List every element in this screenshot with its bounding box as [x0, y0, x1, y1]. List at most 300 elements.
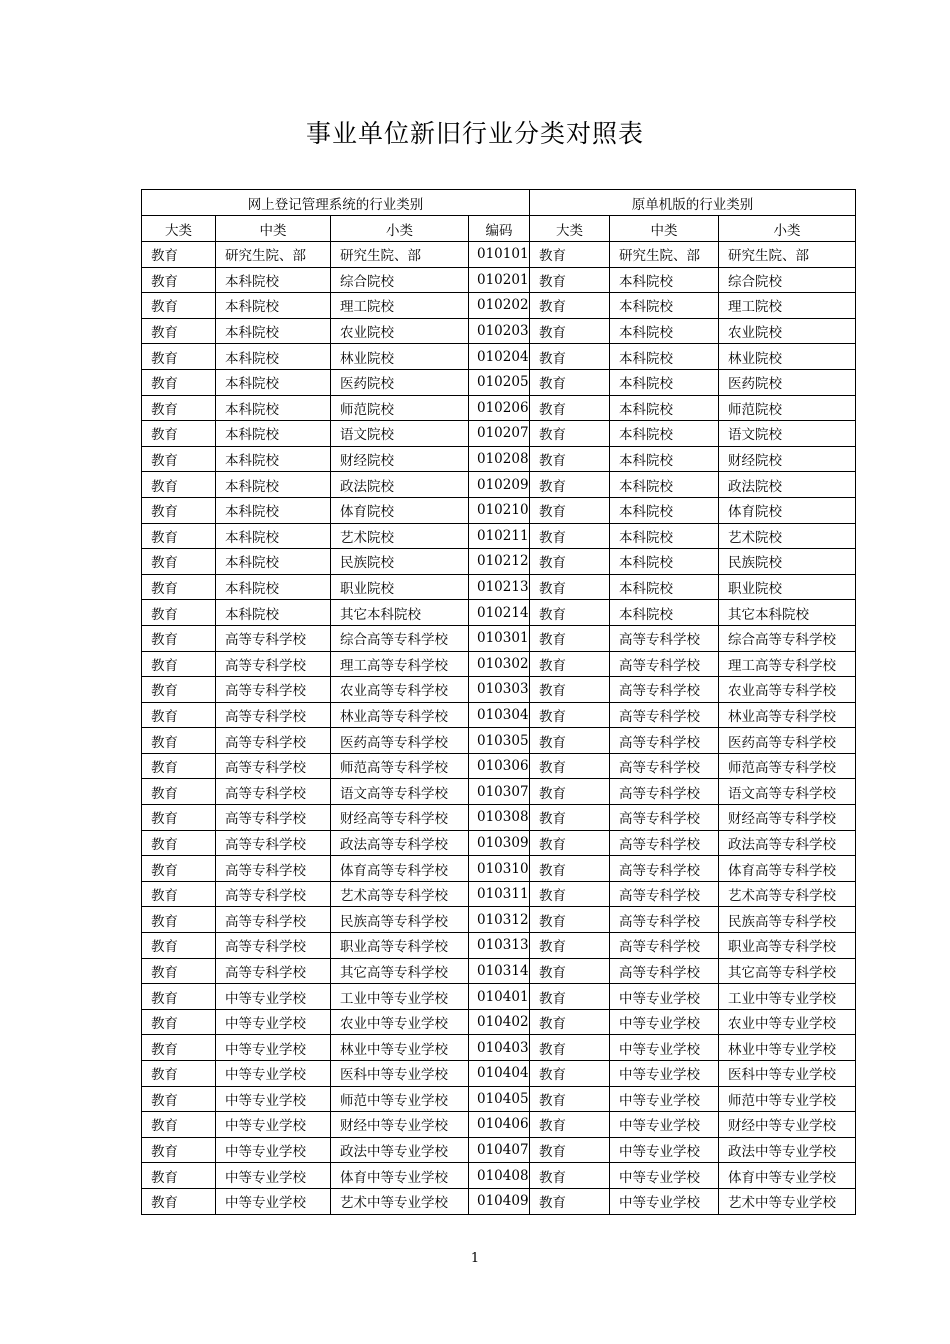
cell-middle-category: 高等专科学校 [216, 677, 331, 703]
cell-old-major-category: 教育 [530, 984, 610, 1010]
cell-old-major-category: 教育 [530, 1035, 610, 1061]
cell-old-major-category: 教育 [530, 1061, 610, 1087]
cell-old-sub-category: 语文院校 [719, 421, 856, 447]
cell-old-major-category: 教育 [530, 1137, 610, 1163]
cell-old-sub-category: 其它本科院校 [719, 600, 856, 626]
table-row [142, 318, 856, 344]
table-row [142, 1035, 856, 1061]
cell-code: 010308 [469, 805, 530, 831]
cell-middle-category: 高等专科学校 [216, 779, 331, 805]
cell-old-middle-category: 高等专科学校 [610, 625, 719, 651]
cell-code: 010212 [469, 549, 530, 575]
cell-sub-category: 林业中等专业学校 [331, 1035, 469, 1061]
cell-sub-category: 综合院校 [331, 267, 469, 293]
cell-sub-category: 体育院校 [331, 497, 469, 523]
cell-sub-category: 财经中等专业学校 [331, 1112, 469, 1138]
cell-old-middle-category: 本科院校 [610, 600, 719, 626]
cell-middle-category: 高等专科学校 [216, 728, 331, 754]
table-row [142, 395, 856, 421]
cell-major-category: 教育 [142, 1188, 216, 1214]
cell-old-middle-category: 高等专科学校 [610, 779, 719, 805]
cell-sub-category: 职业高等专科学校 [331, 933, 469, 959]
cell-code: 010403 [469, 1035, 530, 1061]
cell-major-category: 教育 [142, 293, 216, 319]
page-title: 事业单位新旧行业分类对照表 [305, 119, 644, 148]
cell-old-major-category: 教育 [530, 421, 610, 447]
cell-major-category: 教育 [142, 958, 216, 984]
cell-sub-category: 师范中等专业学校 [331, 1086, 469, 1112]
cell-old-sub-category: 政法中等专业学校 [719, 1137, 856, 1163]
cell-middle-category: 中等专业学校 [216, 1163, 331, 1189]
cell-old-middle-category: 中等专业学校 [610, 1188, 719, 1214]
cell-major-category: 教育 [142, 1086, 216, 1112]
cell-old-middle-category: 本科院校 [610, 472, 719, 498]
cell-sub-category: 政法中等专业学校 [331, 1137, 469, 1163]
cell-code: 010206 [469, 395, 530, 421]
cell-old-middle-category: 高等专科学校 [610, 728, 719, 754]
table-row [142, 1137, 856, 1163]
column-header: 大类 [530, 216, 610, 242]
cell-sub-category: 师范院校 [331, 395, 469, 421]
cell-old-middle-category: 本科院校 [610, 574, 719, 600]
cell-major-category: 教育 [142, 830, 216, 856]
cell-old-middle-category: 本科院校 [610, 421, 719, 447]
cell-old-sub-category: 民族高等专科学校 [719, 907, 856, 933]
cell-old-sub-category: 政法院校 [719, 472, 856, 498]
cell-old-middle-category: 中等专业学校 [610, 1137, 719, 1163]
cell-middle-category: 高等专科学校 [216, 830, 331, 856]
cell-code: 010409 [469, 1188, 530, 1214]
cell-middle-category: 中等专业学校 [216, 1009, 331, 1035]
column-header: 小类 [719, 216, 856, 242]
table-row [142, 933, 856, 959]
cell-sub-category: 体育中等专业学校 [331, 1163, 469, 1189]
cell-major-category: 教育 [142, 651, 216, 677]
table-row [142, 984, 856, 1010]
cell-old-major-category: 教育 [530, 1009, 610, 1035]
cell-old-middle-category: 本科院校 [610, 395, 719, 421]
cell-old-major-category: 教育 [530, 267, 610, 293]
cell-code: 010310 [469, 856, 530, 882]
table-row [142, 728, 856, 754]
cell-major-category: 教育 [142, 1163, 216, 1189]
column-header-row [142, 216, 856, 242]
cell-old-sub-category: 财经高等专科学校 [719, 805, 856, 831]
cell-middle-category: 高等专科学校 [216, 702, 331, 728]
cell-old-middle-category: 高等专科学校 [610, 677, 719, 703]
cell-major-category: 教育 [142, 625, 216, 651]
cell-old-sub-category: 理工院校 [719, 293, 856, 319]
cell-old-middle-category: 中等专业学校 [610, 1112, 719, 1138]
table-row [142, 1163, 856, 1189]
cell-code: 010313 [469, 933, 530, 959]
cell-code: 010303 [469, 677, 530, 703]
column-header: 编码 [469, 216, 530, 242]
cell-middle-category: 高等专科学校 [216, 881, 331, 907]
cell-middle-category: 高等专科学校 [216, 651, 331, 677]
cell-old-sub-category: 农业高等专科学校 [719, 677, 856, 703]
cell-code: 010408 [469, 1163, 530, 1189]
cell-old-sub-category: 综合高等专科学校 [719, 625, 856, 651]
cell-old-middle-category: 高等专科学校 [610, 856, 719, 882]
cell-code: 010207 [469, 421, 530, 447]
cell-middle-category: 本科院校 [216, 574, 331, 600]
cell-old-middle-category: 本科院校 [610, 293, 719, 319]
cell-old-sub-category: 体育院校 [719, 497, 856, 523]
cell-major-category: 教育 [142, 805, 216, 831]
table-row [142, 958, 856, 984]
cell-major-category: 教育 [142, 1137, 216, 1163]
cell-old-major-category: 教育 [530, 318, 610, 344]
cell-old-major-category: 教育 [530, 779, 610, 805]
table-row [142, 549, 856, 575]
cell-old-sub-category: 林业中等专业学校 [719, 1035, 856, 1061]
cell-old-major-category: 教育 [530, 523, 610, 549]
cell-major-category: 教育 [142, 523, 216, 549]
cell-sub-category: 其它本科院校 [331, 600, 469, 626]
table-row [142, 856, 856, 882]
cell-old-middle-category: 本科院校 [610, 369, 719, 395]
cell-major-category: 教育 [142, 497, 216, 523]
cell-code: 010306 [469, 753, 530, 779]
cell-sub-category: 财经院校 [331, 446, 469, 472]
cell-old-major-category: 教育 [530, 856, 610, 882]
cell-sub-category: 医药高等专科学校 [331, 728, 469, 754]
cell-old-sub-category: 财经中等专业学校 [719, 1112, 856, 1138]
table-row [142, 1112, 856, 1138]
cell-sub-category: 理工高等专科学校 [331, 651, 469, 677]
cell-major-category: 教育 [142, 242, 216, 268]
cell-code: 010302 [469, 651, 530, 677]
cell-old-sub-category: 农业院校 [719, 318, 856, 344]
table-row [142, 293, 856, 319]
cell-old-sub-category: 医药院校 [719, 369, 856, 395]
cell-old-middle-category: 高等专科学校 [610, 805, 719, 831]
cell-middle-category: 本科院校 [216, 395, 331, 421]
cell-sub-category: 农业高等专科学校 [331, 677, 469, 703]
cell-major-category: 教育 [142, 395, 216, 421]
cell-old-middle-category: 本科院校 [610, 267, 719, 293]
cell-old-major-category: 教育 [530, 600, 610, 626]
cell-old-major-category: 教育 [530, 574, 610, 600]
page-number: 1 [470, 1251, 480, 1266]
cell-middle-category: 研究生院、部 [216, 242, 331, 268]
cell-sub-category: 工业中等专业学校 [331, 984, 469, 1010]
cell-code: 010208 [469, 446, 530, 472]
cell-code: 010402 [469, 1009, 530, 1035]
cell-sub-category: 语文院校 [331, 421, 469, 447]
cell-code: 010214 [469, 600, 530, 626]
cell-middle-category: 高等专科学校 [216, 856, 331, 882]
table-row [142, 369, 856, 395]
cell-old-major-category: 教育 [530, 702, 610, 728]
cell-middle-category: 本科院校 [216, 369, 331, 395]
cell-major-category: 教育 [142, 881, 216, 907]
cell-old-major-category: 教育 [530, 1086, 610, 1112]
cell-code: 010405 [469, 1086, 530, 1112]
cell-old-middle-category: 中等专业学校 [610, 1009, 719, 1035]
group-header-row [142, 190, 856, 216]
cell-major-category: 教育 [142, 472, 216, 498]
cell-major-category: 教育 [142, 753, 216, 779]
cell-old-major-category: 教育 [530, 1112, 610, 1138]
cell-old-middle-category: 本科院校 [610, 446, 719, 472]
cell-old-middle-category: 本科院校 [610, 497, 719, 523]
cell-middle-category: 中等专业学校 [216, 1086, 331, 1112]
table-row [142, 677, 856, 703]
cell-middle-category: 高等专科学校 [216, 933, 331, 959]
cell-old-sub-category: 师范高等专科学校 [719, 753, 856, 779]
cell-old-sub-category: 林业院校 [719, 344, 856, 370]
cell-major-category: 教育 [142, 369, 216, 395]
cell-middle-category: 高等专科学校 [216, 805, 331, 831]
cell-old-middle-category: 中等专业学校 [610, 984, 719, 1010]
cell-old-sub-category: 财经院校 [719, 446, 856, 472]
cell-old-middle-category: 本科院校 [610, 318, 719, 344]
cell-sub-category: 艺术中等专业学校 [331, 1188, 469, 1214]
cell-middle-category: 中等专业学校 [216, 984, 331, 1010]
cell-major-category: 教育 [142, 1035, 216, 1061]
cell-middle-category: 中等专业学校 [216, 1112, 331, 1138]
cell-old-sub-category: 其它高等专科学校 [719, 958, 856, 984]
cell-old-major-category: 教育 [530, 830, 610, 856]
cell-major-category: 教育 [142, 446, 216, 472]
cell-major-category: 教育 [142, 984, 216, 1010]
cell-middle-category: 中等专业学校 [216, 1061, 331, 1087]
cell-major-category: 教育 [142, 856, 216, 882]
table-row [142, 242, 856, 268]
cell-old-major-category: 教育 [530, 242, 610, 268]
cell-old-major-category: 教育 [530, 625, 610, 651]
cell-old-sub-category: 民族院校 [719, 549, 856, 575]
cell-major-category: 教育 [142, 933, 216, 959]
cell-code: 010311 [469, 881, 530, 907]
cell-old-major-category: 教育 [530, 677, 610, 703]
cell-old-sub-category: 医科中等专业学校 [719, 1061, 856, 1087]
cell-old-sub-category: 综合院校 [719, 267, 856, 293]
cell-middle-category: 中等专业学校 [216, 1188, 331, 1214]
cell-code: 010210 [469, 497, 530, 523]
cell-old-major-category: 教育 [530, 881, 610, 907]
cell-code: 010305 [469, 728, 530, 754]
cell-old-major-category: 教育 [530, 497, 610, 523]
cell-major-category: 教育 [142, 600, 216, 626]
table-row [142, 702, 856, 728]
cell-old-major-category: 教育 [530, 958, 610, 984]
cell-old-middle-category: 中等专业学校 [610, 1086, 719, 1112]
group-header-online: 网上登记管理系统的行业类别 [142, 190, 530, 216]
cell-middle-category: 本科院校 [216, 267, 331, 293]
cell-old-major-category: 教育 [530, 472, 610, 498]
cell-major-category: 教育 [142, 344, 216, 370]
table-row [142, 344, 856, 370]
cell-old-sub-category: 师范院校 [719, 395, 856, 421]
cell-code: 010211 [469, 523, 530, 549]
cell-middle-category: 高等专科学校 [216, 753, 331, 779]
cell-old-sub-category: 工业中等专业学校 [719, 984, 856, 1010]
cell-old-middle-category: 本科院校 [610, 523, 719, 549]
table-row [142, 1188, 856, 1214]
cell-sub-category: 林业院校 [331, 344, 469, 370]
cell-major-category: 教育 [142, 779, 216, 805]
cell-sub-category: 农业中等专业学校 [331, 1009, 469, 1035]
cell-old-major-category: 教育 [530, 1163, 610, 1189]
cell-old-major-category: 教育 [530, 395, 610, 421]
cell-middle-category: 本科院校 [216, 523, 331, 549]
cell-major-category: 教育 [142, 1061, 216, 1087]
table-row [142, 523, 856, 549]
table-row [142, 472, 856, 498]
cell-old-middle-category: 高等专科学校 [610, 702, 719, 728]
table-row [142, 497, 856, 523]
cell-major-category: 教育 [142, 549, 216, 575]
table-row [142, 805, 856, 831]
table-row [142, 574, 856, 600]
cell-major-category: 教育 [142, 1009, 216, 1035]
cell-sub-category: 民族院校 [331, 549, 469, 575]
cell-old-sub-category: 艺术中等专业学校 [719, 1188, 856, 1214]
cell-old-sub-category: 语文高等专科学校 [719, 779, 856, 805]
table-row [142, 753, 856, 779]
cell-code: 010309 [469, 830, 530, 856]
cell-code: 010101 [469, 242, 530, 268]
cell-sub-category: 师范高等专科学校 [331, 753, 469, 779]
cell-sub-category: 农业院校 [331, 318, 469, 344]
cell-old-sub-category: 艺术高等专科学校 [719, 881, 856, 907]
cell-old-major-category: 教育 [530, 369, 610, 395]
cell-code: 010204 [469, 344, 530, 370]
cell-code: 010301 [469, 625, 530, 651]
cell-sub-category: 政法院校 [331, 472, 469, 498]
cell-old-sub-category: 医药高等专科学校 [719, 728, 856, 754]
cell-old-major-category: 教育 [530, 907, 610, 933]
cell-old-middle-category: 高等专科学校 [610, 830, 719, 856]
cell-old-sub-category: 师范中等专业学校 [719, 1086, 856, 1112]
table-row [142, 600, 856, 626]
cell-sub-category: 体育高等专科学校 [331, 856, 469, 882]
cell-old-major-category: 教育 [530, 651, 610, 677]
cell-sub-category: 政法高等专科学校 [331, 830, 469, 856]
cell-old-sub-category: 农业中等专业学校 [719, 1009, 856, 1035]
cell-sub-category: 医药院校 [331, 369, 469, 395]
column-header: 中类 [610, 216, 719, 242]
cell-middle-category: 本科院校 [216, 497, 331, 523]
cell-middle-category: 本科院校 [216, 318, 331, 344]
table-row [142, 625, 856, 651]
cell-major-category: 教育 [142, 267, 216, 293]
group-header-standalone: 原单机版的行业类别 [530, 190, 856, 216]
cell-sub-category: 综合高等专科学校 [331, 625, 469, 651]
cell-old-middle-category: 本科院校 [610, 344, 719, 370]
column-header: 小类 [331, 216, 469, 242]
cell-old-sub-category: 艺术院校 [719, 523, 856, 549]
cell-middle-category: 高等专科学校 [216, 958, 331, 984]
cell-old-major-category: 教育 [530, 728, 610, 754]
table-row [142, 421, 856, 447]
cell-sub-category: 其它高等专科学校 [331, 958, 469, 984]
cell-sub-category: 职业院校 [331, 574, 469, 600]
table-row [142, 779, 856, 805]
cell-code: 010407 [469, 1137, 530, 1163]
cell-code: 010201 [469, 267, 530, 293]
cell-old-sub-category: 林业高等专科学校 [719, 702, 856, 728]
cell-old-sub-category: 政法高等专科学校 [719, 830, 856, 856]
cell-sub-category: 理工院校 [331, 293, 469, 319]
cell-code: 010205 [469, 369, 530, 395]
cell-old-sub-category: 体育高等专科学校 [719, 856, 856, 882]
cell-old-middle-category: 高等专科学校 [610, 753, 719, 779]
cell-major-category: 教育 [142, 318, 216, 344]
cell-major-category: 教育 [142, 702, 216, 728]
table-row [142, 446, 856, 472]
cell-middle-category: 高等专科学校 [216, 625, 331, 651]
cell-code: 010203 [469, 318, 530, 344]
cell-old-middle-category: 高等专科学校 [610, 651, 719, 677]
cell-sub-category: 艺术院校 [331, 523, 469, 549]
cell-old-major-category: 教育 [530, 293, 610, 319]
cell-major-category: 教育 [142, 677, 216, 703]
cell-major-category: 教育 [142, 574, 216, 600]
table-row [142, 1061, 856, 1087]
cell-old-sub-category: 研究生院、部 [719, 242, 856, 268]
cell-code: 010314 [469, 958, 530, 984]
cell-middle-category: 本科院校 [216, 293, 331, 319]
cell-major-category: 教育 [142, 728, 216, 754]
cell-middle-category: 本科院校 [216, 344, 331, 370]
table-body [142, 190, 856, 1215]
cell-old-major-category: 教育 [530, 805, 610, 831]
cell-code: 010304 [469, 702, 530, 728]
table-row [142, 1009, 856, 1035]
cell-code: 010209 [469, 472, 530, 498]
cell-sub-category: 财经高等专科学校 [331, 805, 469, 831]
cell-sub-category: 医科中等专业学校 [331, 1061, 469, 1087]
cell-old-middle-category: 高等专科学校 [610, 933, 719, 959]
cell-sub-category: 语文高等专科学校 [331, 779, 469, 805]
cell-old-sub-category: 职业高等专科学校 [719, 933, 856, 959]
cell-sub-category: 林业高等专科学校 [331, 702, 469, 728]
cell-code: 010404 [469, 1061, 530, 1087]
cell-code: 010401 [469, 984, 530, 1010]
cell-middle-category: 本科院校 [216, 549, 331, 575]
cell-major-category: 教育 [142, 907, 216, 933]
cell-old-middle-category: 高等专科学校 [610, 958, 719, 984]
cell-middle-category: 中等专业学校 [216, 1137, 331, 1163]
cell-old-sub-category: 职业院校 [719, 574, 856, 600]
cell-old-major-category: 教育 [530, 549, 610, 575]
cell-old-middle-category: 本科院校 [610, 549, 719, 575]
cell-old-middle-category: 高等专科学校 [610, 881, 719, 907]
cell-code: 010406 [469, 1112, 530, 1138]
cell-middle-category: 中等专业学校 [216, 1035, 331, 1061]
cell-old-major-category: 教育 [530, 344, 610, 370]
table-row [142, 881, 856, 907]
table-row [142, 907, 856, 933]
cell-middle-category: 本科院校 [216, 421, 331, 447]
cell-middle-category: 高等专科学校 [216, 907, 331, 933]
cell-code: 010307 [469, 779, 530, 805]
cell-old-major-category: 教育 [530, 1188, 610, 1214]
cell-middle-category: 本科院校 [216, 446, 331, 472]
cell-code: 010312 [469, 907, 530, 933]
cell-sub-category: 民族高等专科学校 [331, 907, 469, 933]
table-row [142, 267, 856, 293]
cell-old-middle-category: 高等专科学校 [610, 907, 719, 933]
cell-code: 010213 [469, 574, 530, 600]
cell-major-category: 教育 [142, 1112, 216, 1138]
table-row [142, 651, 856, 677]
cell-code: 010202 [469, 293, 530, 319]
